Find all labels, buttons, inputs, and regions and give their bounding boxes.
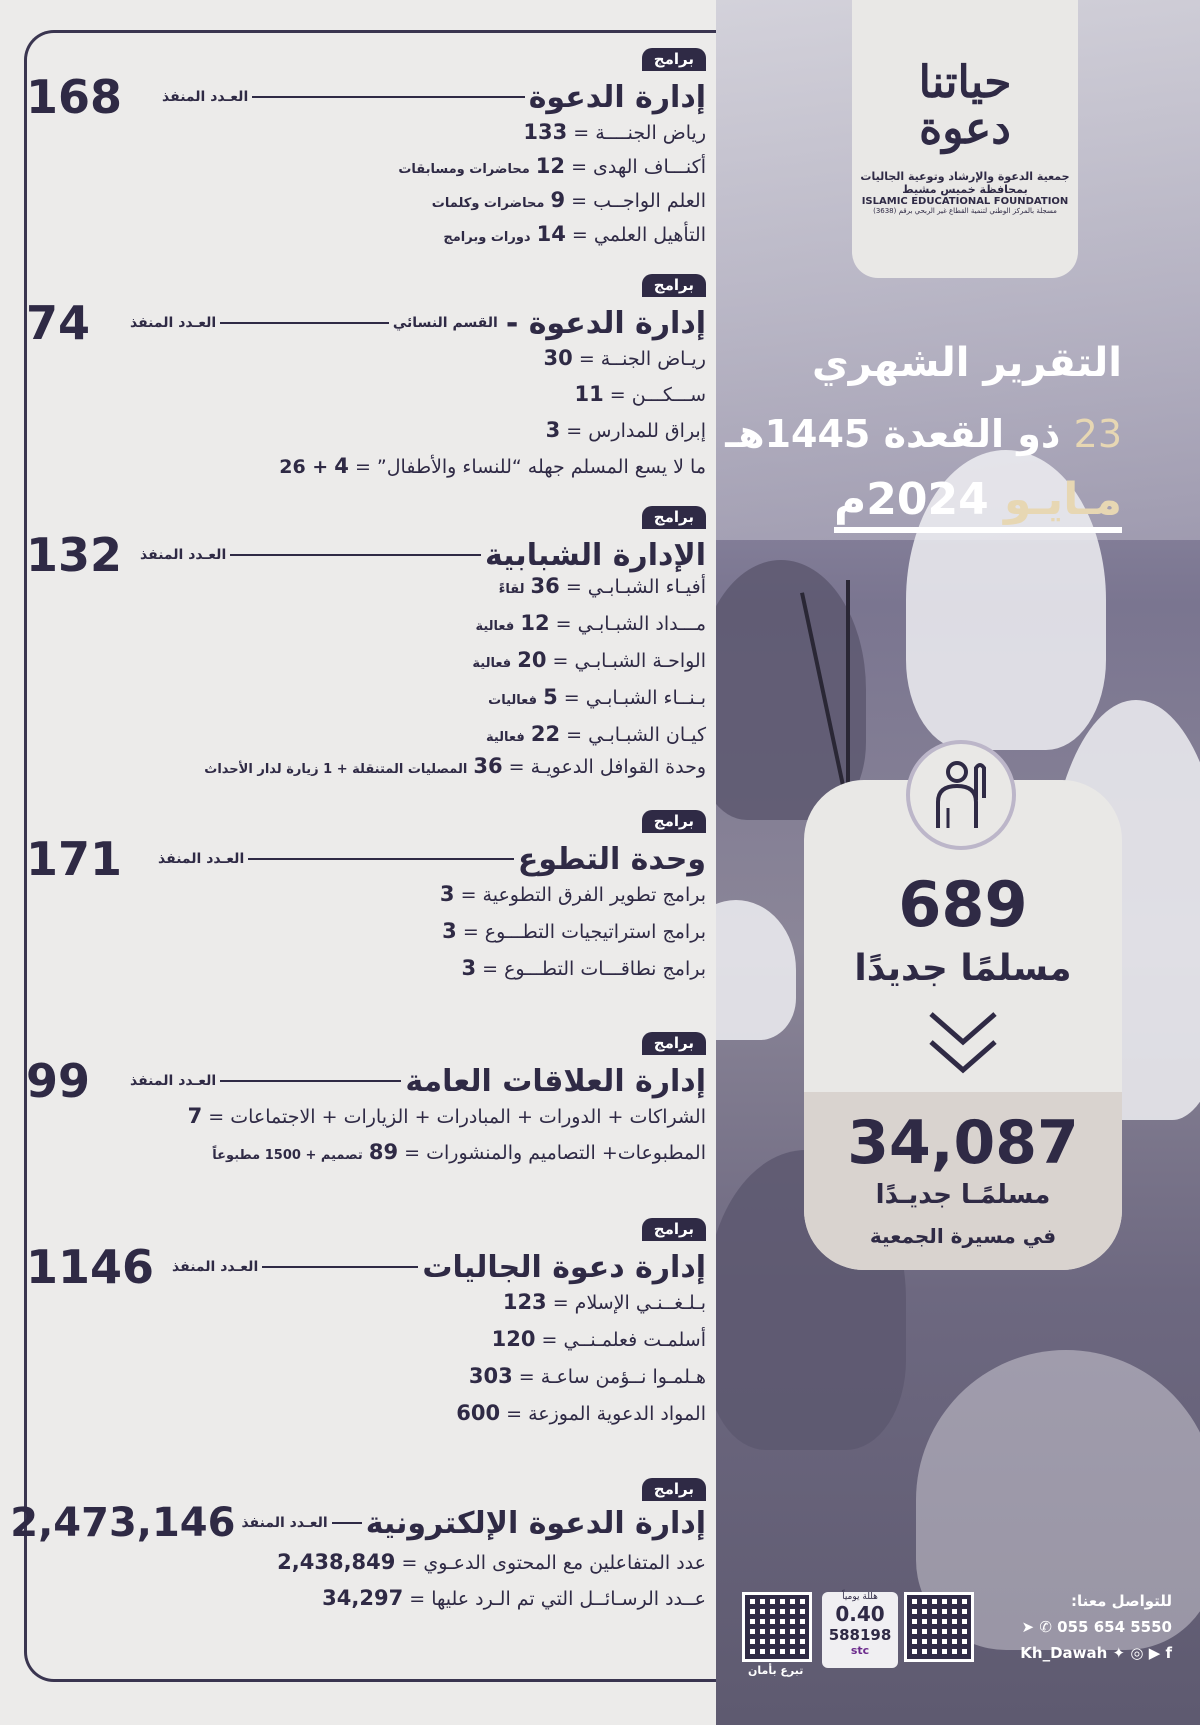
org-name-arabic: جمعية الدعوة والإرشاد وتوعية الجاليات بمحافظة خميس مشيط <box>860 170 1070 197</box>
list-item: المواد الدعوية الموزعة = 600 <box>456 1401 706 1425</box>
youtube-icon: ▶ <box>1148 1644 1161 1662</box>
list-item: إبراق للمدارس = 3 <box>545 418 706 442</box>
list-item: أفيـاء الشبـابـي = 36 لقاءً <box>498 574 706 598</box>
divider <box>220 1080 401 1082</box>
section-total: 171 <box>26 832 123 886</box>
section-title: إدارة دعوة الجاليات <box>422 1249 706 1285</box>
divider <box>230 554 481 556</box>
divider <box>252 96 524 98</box>
section-total: 99 <box>26 1054 91 1108</box>
footer <box>740 1590 1180 1680</box>
hijri-day: 23 <box>1073 412 1122 456</box>
list-item: بـنــاء الشبـابـي = 5 فعاليات <box>488 685 706 709</box>
section-total: 168 <box>26 70 123 124</box>
contact-label: للتواصل معنا: <box>1070 1592 1172 1610</box>
section-youth <box>26 506 706 776</box>
list-item: أسلمـت فعلمـنــي = 120 <box>491 1327 706 1351</box>
list-item: العلم الواجــب = 9 محاضرات وكلمات <box>431 188 706 212</box>
exec-label: العـدد المنفذ <box>172 1259 259 1275</box>
telegram-icon: ➤ <box>1021 1618 1035 1636</box>
list-item: الشراكات + الدورات + المبادرات + الزيارات + الاجتماعات = 7 <box>187 1104 706 1128</box>
section-tag: برامج <box>642 1032 706 1055</box>
registration-note: مسجلة بالمركز الوطني لتنمية القطاع غير الربحي برقم (3638) <box>873 207 1057 216</box>
exec-label: العـدد المنفذ <box>130 1073 217 1089</box>
section-tag: برامج <box>642 1478 706 1501</box>
section-total: 74 <box>26 296 91 350</box>
contact-qr-code[interactable] <box>904 1592 974 1662</box>
donation-qr-code[interactable] <box>742 1592 812 1662</box>
list-item: الواحـة الشبـابـي = 20 فعالية <box>472 648 706 672</box>
total-count: 34,087 <box>847 1108 1079 1178</box>
logo-mark: دعوة <box>919 103 1011 155</box>
list-item: رياض الجنــــة = 133 <box>523 120 706 144</box>
list-item: كيـان الشبـابـي = 22 فعالية <box>485 722 706 746</box>
divider <box>262 1266 418 1268</box>
donate-unit: هللة يومياً <box>842 1592 878 1602</box>
list-item: هـلمـوا نــؤمن ساعـة = 303 <box>468 1364 706 1388</box>
list-item: أكنـــاف الهدى = 12 محاضرات ومسابقات <box>398 154 706 178</box>
section-volunteering <box>26 810 706 990</box>
section-communities <box>26 1218 706 1425</box>
section-title: إدارة الدعوة <box>528 79 706 115</box>
list-item: ما لا يسع المسلم جهله “للنساء والأطفال” = 4 + 26 <box>279 454 706 478</box>
list-item: برامج نطاقـــات التطـــوع = 3 <box>461 956 706 980</box>
monthly-count: 689 <box>898 868 1028 941</box>
exec-label: العـدد المنفذ <box>130 315 217 331</box>
month-name: مـايـو <box>1004 474 1122 525</box>
list-item: برامج تطوير الفرق التطوعية = 3 <box>439 882 706 906</box>
monthly-label: مسلمًا جديدًا <box>854 948 1072 989</box>
org-name-english: ISLAMIC EDUCATIONAL FOUNDATION <box>861 196 1069 208</box>
chevron-down-icon <box>804 1008 1122 1082</box>
list-item: بـلـغــنـي الإسلام = 123 <box>502 1290 706 1314</box>
list-item: التأهيل العلمي = 14 دورات وبرامج <box>443 222 706 246</box>
phone-number[interactable]: ➤ ✆ 055 654 5550 <box>1021 1618 1172 1636</box>
section-total: 2,473,146 <box>10 1500 236 1546</box>
list-item: وحدة القوافل الدعويـة = 36 المصليات المتنقلة + 1 زيارة لدار الأحداث <box>204 754 706 778</box>
section-dawah <box>26 48 706 248</box>
donation-box <box>822 1592 898 1668</box>
list-item: ريـاض الجنــة = 30 <box>543 346 706 370</box>
section-tag: برامج <box>642 506 706 529</box>
list-item: عــدد الرسـائــل التي تم الـرد عليها = 34,297 <box>322 1586 706 1610</box>
photo-figure <box>716 900 796 1040</box>
gregorian-year: 2024م <box>834 474 989 525</box>
list-item: برامج استراتيجيات التطـــوع = 3 <box>442 919 706 943</box>
section-tag: برامج <box>642 274 706 297</box>
divider <box>332 1522 362 1524</box>
section-e-dawah <box>10 1478 706 1618</box>
donate-number: 588198 <box>828 1626 892 1644</box>
list-item: ســـكـــن = 11 <box>574 382 706 406</box>
person-icon <box>906 740 1016 850</box>
stc-logo: stc <box>850 1644 870 1657</box>
social-handle[interactable]: Kh_Dawah ✦ ◎ ▶ f <box>1020 1644 1172 1662</box>
section-tag: برامج <box>642 810 706 833</box>
exec-label: العـدد المنفذ <box>162 89 249 105</box>
divider <box>248 858 514 860</box>
exec-label: العـدد المنفذ <box>158 851 245 867</box>
section-total: 132 <box>26 528 123 582</box>
list-item: عدد المتفاعلين مع المحتوى الدعـوي = 2,438,849 <box>277 1550 706 1574</box>
list-item: مـــداد الشبـابـي = 12 فعالية <box>475 611 706 635</box>
exec-label: العـدد المنفذ <box>241 1515 328 1531</box>
section-title: وحدة التطوع <box>517 841 706 877</box>
report-title: التقرير الشهري <box>812 340 1122 386</box>
instagram-icon: ◎ <box>1130 1644 1144 1662</box>
donate-amount: 0.40 <box>835 1602 885 1626</box>
section-public-relations <box>26 1032 706 1172</box>
section-title: إدارة العلاقات العامة <box>405 1063 706 1099</box>
section-tag: برامج <box>642 1218 706 1241</box>
total-sub: في مسيرة الجمعية <box>869 1224 1057 1248</box>
section-total: 1146 <box>26 1240 155 1294</box>
logo <box>852 0 1078 278</box>
list-item: المطبوعات+ التصاميم والمنشورات = 89 تصميم + 1500 مطبوعاً <box>212 1140 706 1164</box>
exec-label: العـدد المنفذ <box>140 547 227 563</box>
donate-safely-label: تبرع بأمان <box>748 1664 804 1677</box>
section-dawah-women <box>26 274 706 478</box>
section-subtitle: القسم النسائي <box>392 315 498 331</box>
logo-mark: حياتنا <box>918 57 1012 108</box>
section-title: إدارة الدعوة الإلكترونية <box>365 1505 706 1541</box>
section-title: الإدارة الشبابية <box>484 537 706 573</box>
facebook-icon: f <box>1165 1644 1172 1662</box>
hijri-date <box>725 412 1122 456</box>
section-tag: برامج <box>642 48 706 71</box>
whatsapp-icon: ✆ <box>1039 1618 1052 1636</box>
total-label: مسلمًـا جديـدًا <box>875 1180 1051 1210</box>
gregorian-date <box>834 474 1122 533</box>
section-title: إدارة الدعوة - <box>505 305 706 341</box>
hijri-month-year: ذو القعدة 1445هـ <box>725 412 1061 456</box>
divider <box>220 322 389 324</box>
twitter-icon: ✦ <box>1112 1644 1126 1662</box>
